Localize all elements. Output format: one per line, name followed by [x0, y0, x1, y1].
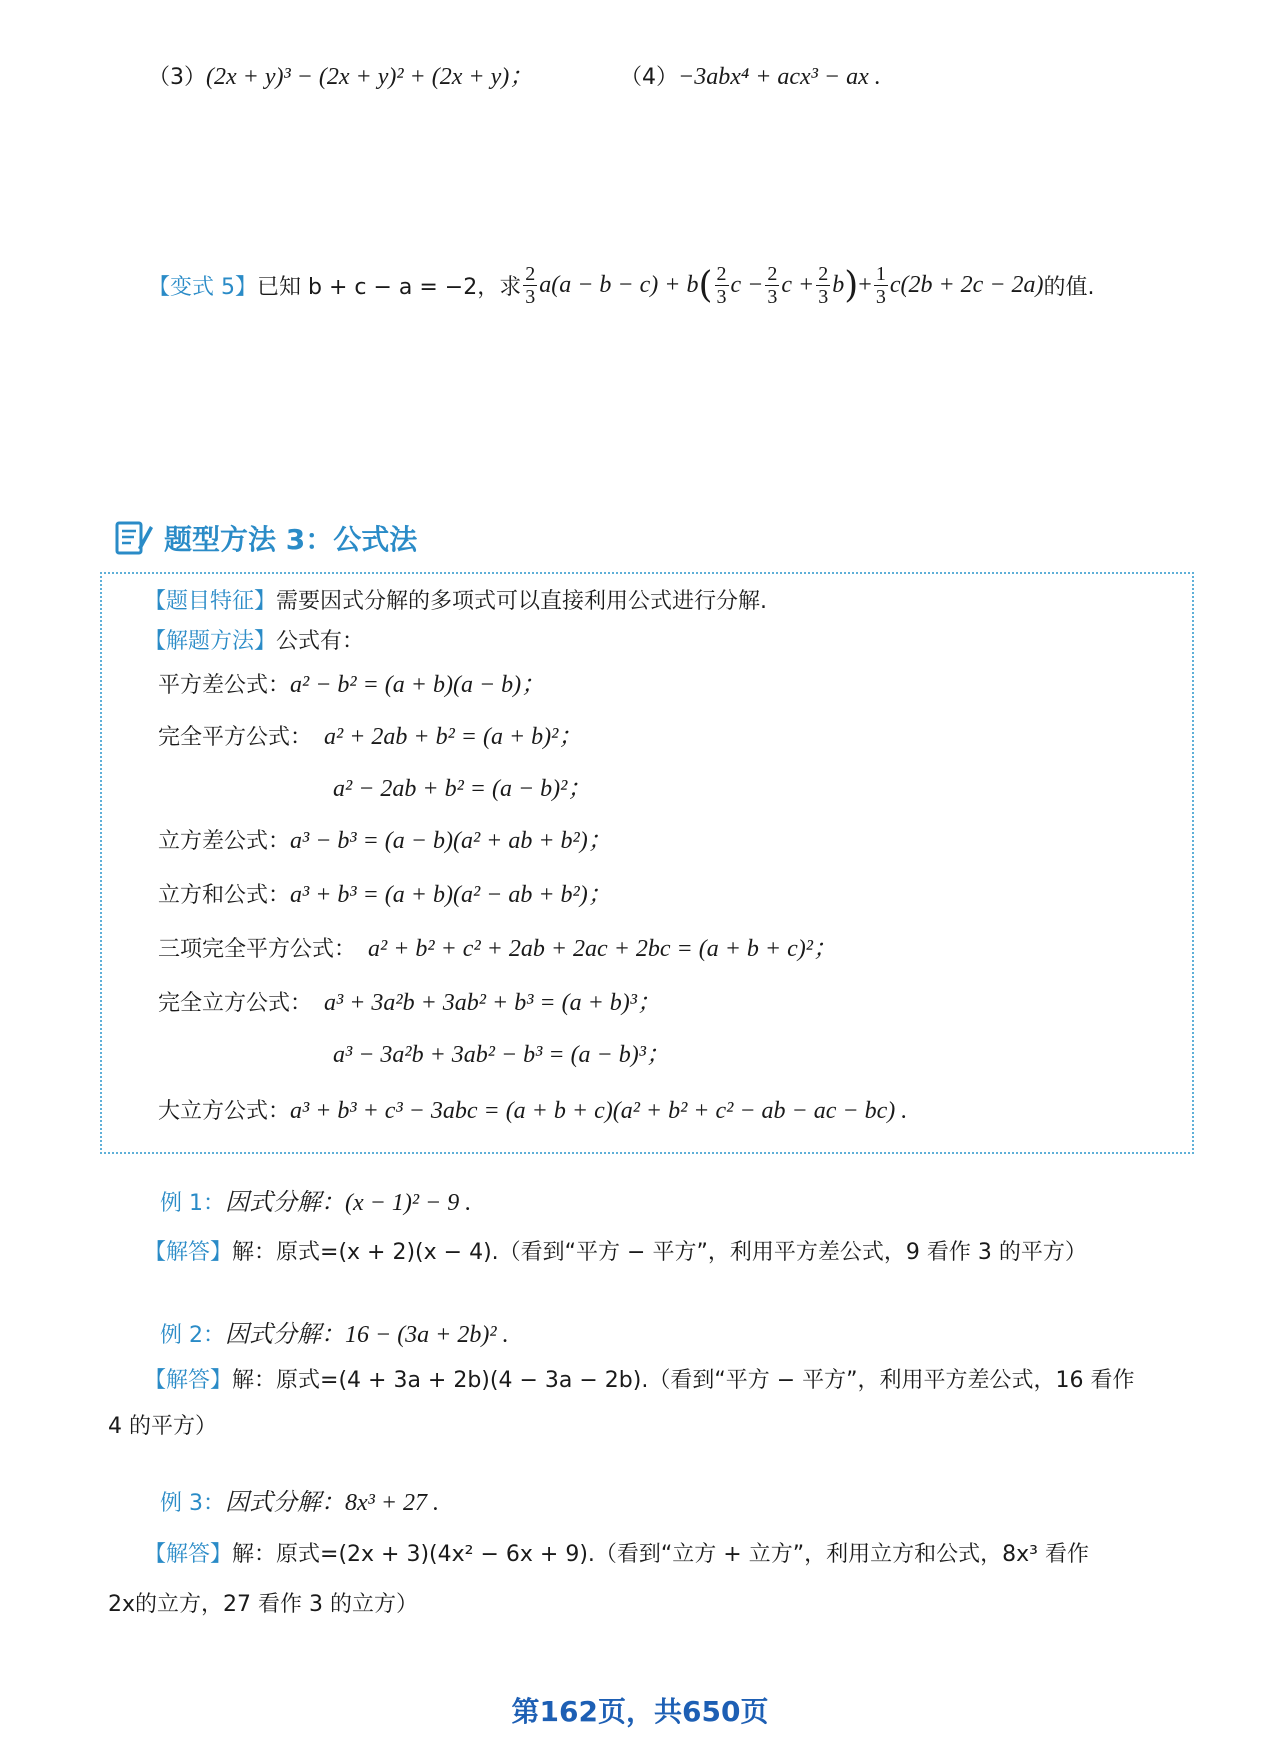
- example2-answer-cont: [108, 1412, 217, 1442]
- answer-text-continued: 2x的立方，27 看作 3 的立方）: [108, 1592, 418, 1617]
- variant5-inner-c2: c +: [781, 271, 815, 298]
- formula-expression: a³ − 3a²b + 3ab² − b³ = (a − b)³；: [333, 1042, 670, 1068]
- formula-expression: a² − 2ab + b² = (a − b)²；: [333, 776, 592, 802]
- fraction-one-third: $\frac{1}{3}$: [875, 262, 886, 308]
- fraction-two-thirds: $\frac{2}{3}$: [525, 262, 536, 308]
- section-heading: [114, 518, 417, 558]
- example-question: 因式分解：8x³ + 27 .: [225, 1490, 440, 1516]
- variant5-inner-b: b: [832, 271, 845, 298]
- example-label: 例 3：: [160, 1491, 225, 1516]
- formula-row: [333, 774, 591, 805]
- variant5-part2: c(2b + 2c − 2a): [889, 271, 1044, 298]
- formula-row: [158, 826, 612, 857]
- example2-question: [160, 1320, 509, 1351]
- feature-line: [144, 587, 767, 617]
- example1-question: [160, 1188, 471, 1219]
- answer-tag: 【解答】: [144, 1368, 233, 1393]
- answer-text: 解：原式=(x + 2)(x − 4).（看到“平方 − 平方”，利用平方差公式，9 看作 3 的平方）: [232, 1240, 1087, 1265]
- formula-name: 大立方公式：: [158, 1099, 291, 1124]
- formula-expression: a³ + b³ = (a + b)(a² − ab + b²)；: [290, 882, 612, 908]
- answer-tag: 【解答】: [144, 1240, 233, 1265]
- formula-row: [158, 670, 545, 701]
- answer-tag: 【解答】: [144, 1542, 233, 1567]
- method-text: 公式有：: [276, 629, 365, 654]
- fraction-two-thirds-3: $\frac{2}{3}$: [767, 262, 778, 308]
- feature-text: 需要因式分解的多项式可以直接利用公式进行分解.: [276, 589, 768, 614]
- page-number: 第162页，共650页: [511, 1695, 769, 1728]
- formula-expression: a³ + 3a²b + 3ab² + b³ = (a + b)³；: [324, 990, 661, 1016]
- variant5-tag: 【变式 5】: [148, 274, 257, 300]
- example3-answer: [144, 1540, 1089, 1570]
- example-label: 例 2：: [160, 1323, 225, 1348]
- formula-row: [158, 1096, 907, 1127]
- formula-name: 完全平方公式：: [158, 725, 313, 750]
- item3-expression: (2x + y)³ − (2x + y)² + (2x + y)；: [206, 64, 534, 90]
- variant5-tail: 的值.: [1043, 274, 1095, 300]
- formula-row: [158, 988, 661, 1019]
- variant5-given: 已知 b + c − a = −2，求: [257, 274, 522, 300]
- formula-row: [158, 880, 612, 911]
- method-line: [144, 627, 364, 657]
- item4-label: （4）: [620, 65, 678, 90]
- fraction-two-thirds-2: $\frac{2}{3}$: [716, 262, 727, 308]
- example-label: 例 1：: [160, 1191, 225, 1216]
- note-pen-icon: [114, 518, 154, 558]
- exercise-row: [148, 62, 533, 93]
- left-paren: (: [698, 264, 713, 306]
- right-paren: ): [844, 264, 859, 306]
- example-question: 因式分解：(x − 1)² − 9 .: [225, 1190, 472, 1216]
- fraction-two-thirds-4: $\frac{2}{3}$: [818, 262, 829, 308]
- formula-expression: a² − b² = (a + b)(a − b)；: [290, 672, 546, 698]
- item4-expression: −3abx⁴ + acx³ − ax .: [678, 64, 881, 90]
- variant5-inner-c: c −: [730, 271, 764, 298]
- formula-name: 立方差公式：: [158, 829, 291, 854]
- example1-answer: [144, 1238, 1087, 1268]
- formula-row: [158, 722, 582, 753]
- exercise-row-4: [620, 62, 881, 93]
- answer-text-continued: 4 的平方）: [108, 1414, 217, 1439]
- variant5-part1: a(a − b − c) + b: [539, 271, 699, 298]
- section-title: 题型方法 3：公式法: [164, 523, 418, 556]
- example-question: 因式分解：16 − (3a + 2b)² .: [225, 1322, 509, 1348]
- formula-row: [158, 934, 837, 965]
- formula-expression: a² + b² + c² + 2ab + 2ac + 2bc = (a + b + c)²；: [368, 936, 837, 962]
- variant5-line: 【变式 5】 已知 b + c − a = −2，求 $\frac{2}{3}$ a(a − b − c) + b ( $\frac{2}{3}$ c − $\frac{2}{3}$ c + $\frac{2}{3}$ b ) + $\frac{1}{3}$ c(2b + 2c − 2a) 的值.: [148, 262, 1095, 308]
- answer-text: 解：原式=(2x + 3)(4x² − 6x + 9).（看到“立方 + 立方”，利用立方和公式，8x³ 看作: [232, 1542, 1089, 1567]
- answer-text: 解：原式=(4 + 3a + 2b)(4 − 3a − 2b).（看到“平方 − 平方”，利用平方差公式，16 看作: [232, 1368, 1135, 1393]
- formula-name: 三项完全平方公式：: [158, 937, 357, 962]
- example3-question: [160, 1488, 439, 1519]
- formula-name: 平方差公式：: [158, 673, 291, 698]
- formula-name: 完全立方公式：: [158, 991, 313, 1016]
- formula-row: [333, 1040, 670, 1071]
- formula-expression: a³ − b³ = (a − b)(a² + ab + b²)；: [290, 828, 612, 854]
- formula-name: 立方和公式：: [158, 883, 291, 908]
- example3-answer-cont: [108, 1590, 418, 1620]
- formula-expression: a² + 2ab + b² = (a + b)²；: [324, 724, 583, 750]
- method-tag: 【解题方法】: [144, 629, 277, 654]
- example2-answer: [144, 1366, 1135, 1396]
- feature-tag: 【题目特征】: [144, 589, 277, 614]
- item3-label: （3）: [148, 65, 206, 90]
- formula-expression: a³ + b³ + c³ − 3abc = (a + b + c)(a² + b² + c² − ab − ac − bc) .: [290, 1098, 908, 1124]
